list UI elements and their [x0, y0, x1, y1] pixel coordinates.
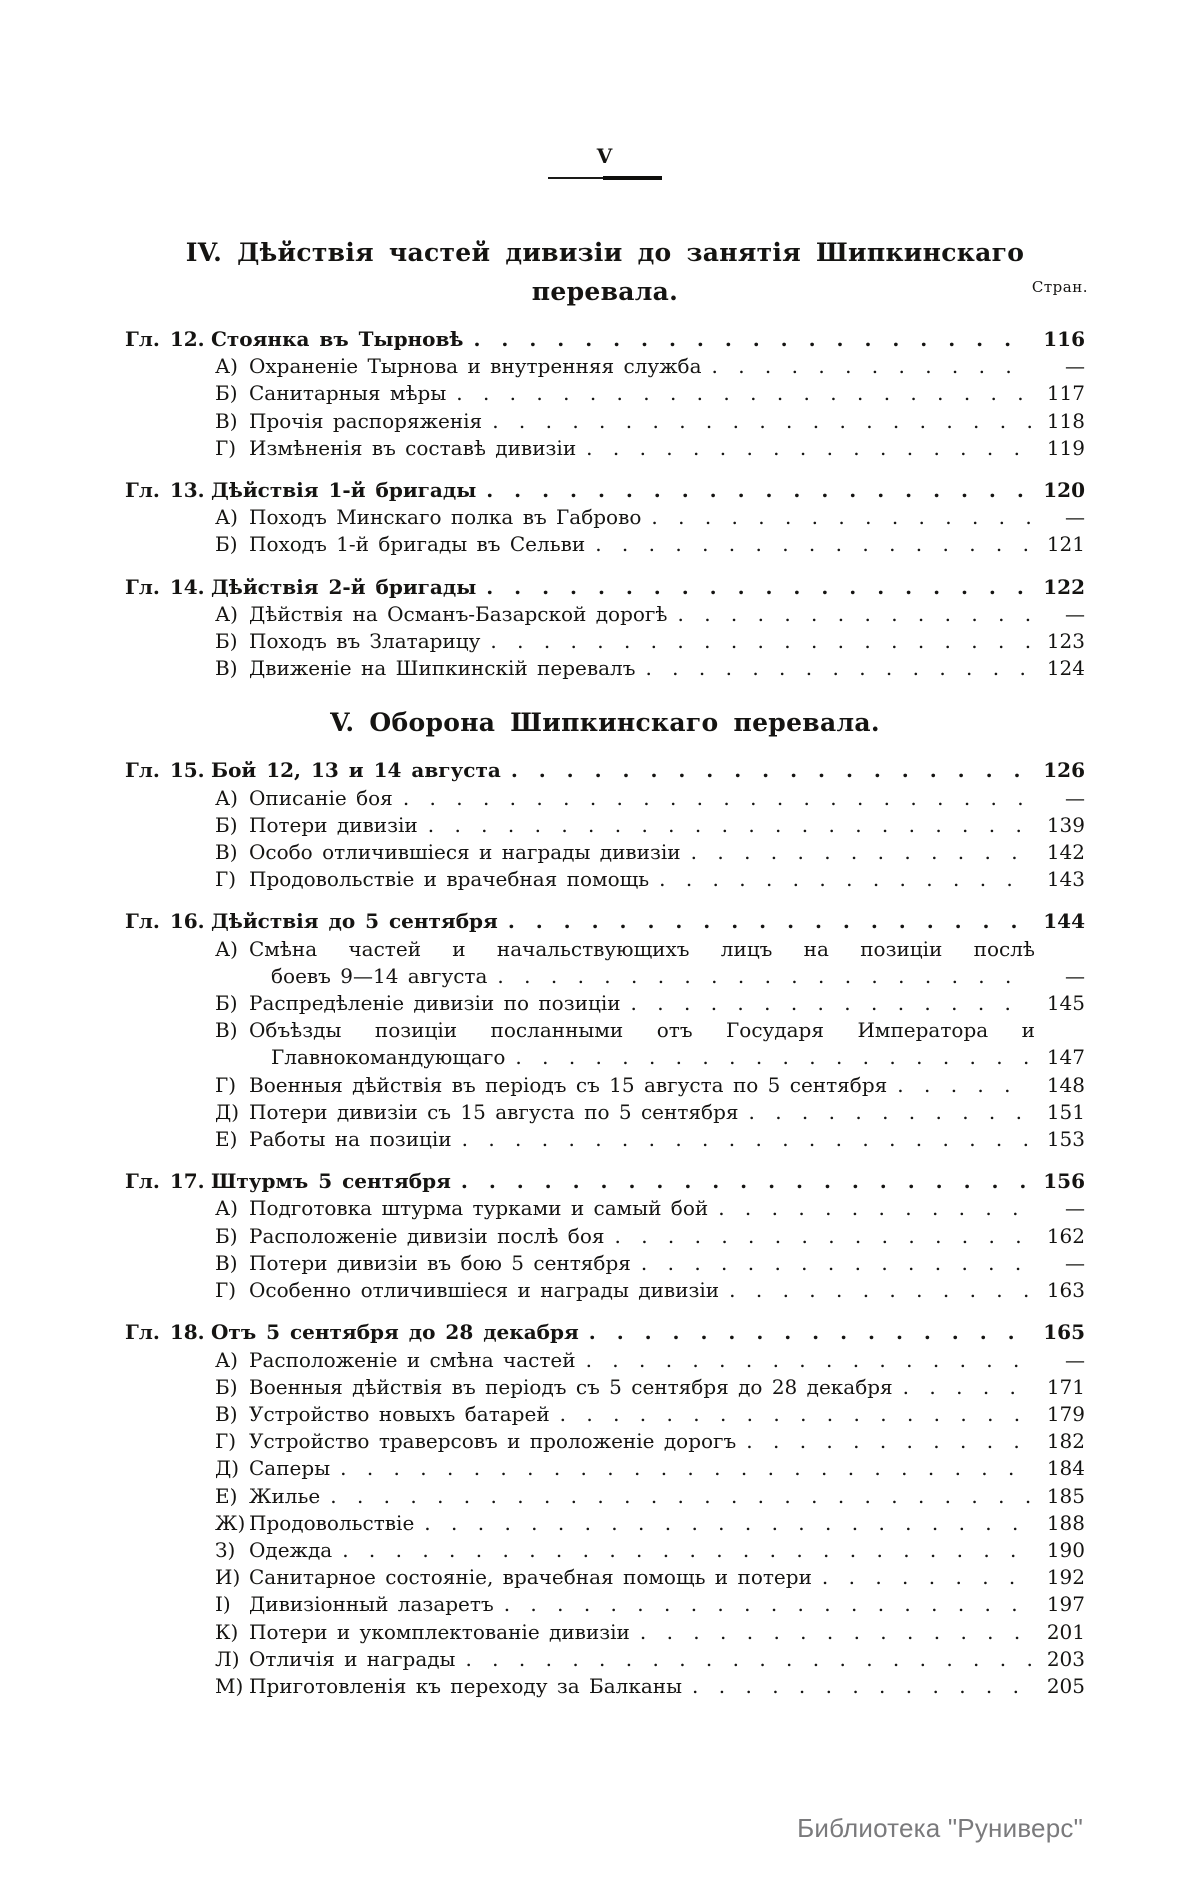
entry-title: Штурмъ 5 сентября	[211, 1169, 451, 1194]
dot-leader	[749, 1099, 1032, 1126]
entry-letter: Г)	[215, 867, 237, 892]
entry-title: Дивизіонный лазаретъ	[249, 1592, 494, 1617]
entry-page-number: 203	[1046, 1646, 1085, 1671]
entry-letter: Б)	[215, 1223, 238, 1248]
dot-leader	[586, 1347, 1031, 1374]
entry-letter: В)	[215, 656, 238, 681]
chapter-label: Гл. 13.	[125, 478, 205, 503]
entry-title: Устройство траверсовъ и проложеніе дорогъ	[249, 1429, 737, 1454]
dot-leader	[729, 1277, 1031, 1304]
entry-page-number: 144	[1043, 909, 1085, 934]
dot-leader	[595, 531, 1031, 558]
dot-leader	[504, 1591, 1031, 1618]
entry-page-number: 143	[1046, 867, 1085, 892]
toc-entry-row	[125, 1564, 1085, 1591]
toc-chapter-row	[125, 1168, 1085, 1195]
toc-entry-row	[125, 785, 1085, 812]
toc-entry-row	[125, 1223, 1085, 1250]
dot-leader	[903, 1374, 1031, 1401]
section-heading	[125, 233, 1088, 311]
entry-page-number: 120	[1043, 478, 1085, 503]
toc-entry-row	[125, 1537, 1085, 1564]
entry-letter: Л)	[215, 1646, 240, 1671]
page-column-header: Стран.	[1031, 278, 1088, 296]
entry-title: Дѣйствія на Османъ-Базарской дорогѣ	[249, 601, 668, 626]
toc-entry-row	[125, 655, 1085, 682]
entry-title: Походъ въ Златарицу	[249, 629, 481, 654]
entry-title: Дѣйствія 1-й бригады	[211, 478, 477, 503]
entry-title: Особо отличившіеся и награды дивизіи	[249, 840, 681, 865]
entry-letter: Д)	[215, 1456, 240, 1481]
entry-title: Походъ 1-й бригады въ Сельви	[249, 532, 586, 557]
entry-page-number: 184	[1046, 1456, 1085, 1481]
entry-page-number: 139	[1046, 812, 1085, 837]
toc-entry-row	[125, 1591, 1085, 1618]
entry-title: Распредѣленіе дивизіи по позиціи	[249, 991, 621, 1016]
entry-page-number: 188	[1046, 1510, 1085, 1535]
dot-leader	[462, 1126, 1031, 1153]
dot-leader	[424, 1510, 1031, 1537]
entry-title: Продовольствіе и врачебная помощь	[249, 867, 650, 892]
entry-title: Потери и укомплектованіе дивизіи	[249, 1619, 630, 1644]
entry-page-number: 119	[1046, 435, 1085, 460]
entry-letter: Г)	[215, 1278, 237, 1303]
dot-leader	[631, 990, 1031, 1017]
entry-page-number: —	[1065, 505, 1085, 530]
entry-page-number: 201	[1046, 1619, 1085, 1644]
entry-page-number: 123	[1046, 629, 1085, 654]
table-of-contents	[125, 233, 1088, 1700]
toc-entry-row	[125, 812, 1085, 839]
dot-leader	[340, 1455, 1031, 1482]
toc-entry-row	[125, 963, 1085, 990]
toc-entry-row	[125, 1017, 1085, 1044]
entry-title: Объѣзды позиціи посланными отъ Государя Императора и	[249, 1018, 1035, 1043]
entry-title: Расположеніе и смѣна частей	[249, 1347, 576, 1372]
entry-page-number: 116	[1043, 327, 1085, 351]
entry-page-number: 153	[1046, 1127, 1085, 1152]
dot-leader	[677, 601, 1031, 628]
entry-letter: Б)	[215, 1374, 238, 1399]
dot-leader	[614, 1223, 1031, 1250]
toc-entry-row	[125, 1099, 1085, 1126]
toc-entry-row	[125, 936, 1085, 963]
dot-leader	[645, 655, 1031, 682]
dot-leader	[465, 1646, 1031, 1673]
entry-letter: А)	[215, 601, 238, 626]
entry-letter: В)	[215, 1018, 238, 1043]
entry-title: Потери дивизіи въ бою 5 сентября	[249, 1250, 631, 1275]
toc-chapter-row	[125, 574, 1085, 601]
toc-chapter-row	[125, 326, 1085, 353]
dot-leader	[692, 1673, 1031, 1700]
entry-page-number: 156	[1043, 1169, 1085, 1194]
toc-entry-row	[125, 1510, 1085, 1537]
entry-letter: Г)	[215, 1072, 237, 1097]
entry-letter: А)	[215, 1196, 238, 1221]
toc-entry-row	[125, 1646, 1085, 1673]
entry-page-number: 205	[1046, 1673, 1085, 1698]
entry-page-number: —	[1065, 1196, 1085, 1221]
entry-title: Походъ Минскаго полка въ Габрово	[249, 505, 642, 530]
dot-leader	[712, 353, 1032, 380]
toc-entry-row	[125, 1455, 1085, 1482]
entry-title: Главнокомандующаго	[271, 1045, 506, 1070]
entry-letter: В)	[215, 1250, 238, 1275]
toc-entry-row	[125, 628, 1085, 655]
entry-page-number: 145	[1046, 991, 1085, 1016]
toc-entry-row	[125, 353, 1085, 380]
entry-title: Военныя дѣйствія въ періодъ съ 5 сентября до 28 декабря	[249, 1374, 893, 1399]
toc-entry-row	[125, 1673, 1085, 1700]
toc-entry-row	[125, 1250, 1085, 1277]
entry-page-number: 163	[1046, 1278, 1085, 1303]
dot-leader	[746, 1428, 1031, 1455]
entry-title: Одежда	[249, 1537, 333, 1562]
entry-letter: А)	[215, 936, 238, 961]
entry-page-number: 122	[1043, 574, 1085, 599]
entry-letter: Е)	[215, 1127, 238, 1152]
entry-page-number: 151	[1046, 1099, 1085, 1124]
dot-leader	[718, 1195, 1031, 1222]
dot-leader	[497, 963, 1031, 990]
entry-letter: Г)	[215, 1429, 237, 1454]
dot-leader	[515, 1044, 1031, 1071]
entry-letter: А)	[215, 354, 238, 379]
dot-leader	[342, 1537, 1031, 1564]
entry-title: Измѣненія въ составѣ дивизіи	[249, 435, 577, 460]
entry-title: Расположеніе дивизіи послѣ боя	[249, 1223, 605, 1248]
entry-letter: М)	[215, 1673, 244, 1698]
chapter-label: Гл. 16.	[125, 909, 205, 934]
entry-page-number: 179	[1046, 1401, 1085, 1426]
dot-leader	[641, 1250, 1031, 1277]
toc-entry-row	[125, 1347, 1085, 1374]
entry-page-number: 185	[1046, 1483, 1085, 1508]
entry-page-number: 117	[1046, 381, 1085, 406]
dot-leader	[486, 574, 1031, 601]
entry-page-number: —	[1065, 785, 1085, 810]
toc-entry-row	[125, 1044, 1085, 1071]
entry-title: Охраненіе Тырнова и внутренняя служба	[249, 354, 702, 379]
entry-page-number: 162	[1046, 1223, 1085, 1248]
dot-leader	[589, 1319, 1031, 1346]
entry-title: Приготовленія къ переходу за Балканы	[249, 1673, 683, 1698]
dot-leader	[486, 477, 1031, 504]
toc-chapter-row	[125, 757, 1085, 784]
toc-entry-row	[125, 1072, 1085, 1099]
toc-entry-row	[125, 380, 1085, 407]
entry-letter: Д)	[215, 1099, 240, 1124]
toc-entry-row	[125, 1619, 1085, 1646]
entry-letter: Б)	[215, 629, 238, 654]
entry-letter: А)	[215, 785, 238, 810]
toc-entry-row	[125, 504, 1085, 531]
entry-letter: И)	[215, 1565, 241, 1590]
entry-title: Дѣйствія 2-й бригады	[211, 574, 477, 599]
dot-leader	[897, 1072, 1031, 1099]
entry-title: Устройство новыхъ батарей	[249, 1401, 550, 1426]
entry-title: Особенно отличившіеся и награды дивизіи	[249, 1278, 720, 1303]
entry-title: Прочія распоряженія	[249, 408, 483, 433]
entry-title: Санитарныя мѣры	[249, 381, 447, 406]
entry-letter: В)	[215, 840, 238, 865]
dot-leader	[330, 1483, 1031, 1510]
page-number: V	[596, 144, 614, 168]
entry-letter: Е)	[215, 1483, 238, 1508]
toc-entry-row	[125, 1277, 1085, 1304]
entry-letter: К)	[215, 1619, 239, 1644]
entry-page-number: 126	[1043, 758, 1085, 783]
entry-title: Стоянка въ Тырновѣ	[211, 327, 464, 351]
toc-entry-row	[125, 408, 1085, 435]
dot-leader	[822, 1564, 1031, 1591]
toc-entry-row	[125, 531, 1085, 558]
entry-title: Работы на позиціи	[249, 1127, 452, 1152]
entry-letter: В)	[215, 408, 238, 433]
entry-letter: А)	[215, 1347, 238, 1372]
entry-title: Жилье	[249, 1483, 321, 1508]
entry-letter: Ж)	[215, 1510, 246, 1535]
toc-chapter-row	[125, 477, 1085, 504]
chapter-label: Гл. 12.	[125, 327, 205, 351]
entry-title: Дѣйствія до 5 сентября	[211, 909, 498, 934]
toc-entry-row	[125, 1428, 1085, 1455]
toc-entry-row	[125, 1401, 1085, 1428]
entry-letter: З)	[215, 1537, 236, 1562]
dot-leader	[473, 326, 1031, 353]
section-title-line: перевала.	[531, 277, 679, 306]
entry-page-number: 124	[1046, 656, 1085, 681]
dot-leader	[651, 504, 1031, 531]
entry-title: Потери дивизіи съ 15 августа по 5 сентября	[249, 1099, 739, 1124]
dot-leader	[560, 1401, 1031, 1428]
entry-title: Продовольствіе	[249, 1510, 415, 1535]
entry-page-number: 197	[1046, 1592, 1085, 1617]
dot-leader	[492, 408, 1031, 435]
toc-entry-row	[125, 1374, 1085, 1401]
folio-rule	[548, 177, 662, 179]
entry-page-number: —	[1065, 601, 1085, 626]
entry-page-number: —	[1065, 963, 1085, 988]
entry-page-number: —	[1065, 354, 1085, 379]
entry-title: Саперы	[249, 1456, 331, 1481]
chapter-label: Гл. 14.	[125, 574, 205, 599]
entry-letter: І)	[215, 1592, 231, 1617]
toc-entry-row	[125, 601, 1085, 628]
toc-entry-row	[125, 990, 1085, 1017]
entry-letter: Б)	[215, 532, 238, 557]
dot-leader	[691, 839, 1031, 866]
entry-title: Бой 12, 13 и 14 августа	[211, 758, 501, 783]
toc-entry-row	[125, 866, 1085, 893]
dot-leader	[659, 866, 1031, 893]
chapter-label: Гл. 18.	[125, 1320, 205, 1345]
dot-leader	[490, 628, 1031, 655]
entry-page-number: —	[1065, 1250, 1085, 1275]
entry-letter: Б)	[215, 812, 238, 837]
section-heading	[125, 703, 1085, 742]
dot-leader	[508, 908, 1031, 935]
entry-page-number: 171	[1046, 1374, 1085, 1399]
entry-letter: Г)	[215, 435, 237, 460]
entry-page-number: 142	[1046, 840, 1085, 865]
toc-entry-row	[125, 435, 1085, 462]
dot-leader	[428, 812, 1031, 839]
dot-leader	[403, 785, 1031, 812]
entry-page-number: 190	[1046, 1537, 1085, 1562]
dot-leader	[586, 435, 1031, 462]
entry-page-number: 147	[1046, 1045, 1085, 1070]
entry-page-number: 148	[1046, 1072, 1085, 1097]
entry-title: Смѣна частей и начальствующихъ лицъ на позиціи послѣ	[249, 936, 1035, 961]
chapter-label: Гл. 15.	[125, 758, 205, 783]
entry-title: Санитарное состояніе, врачебная помощь и потери	[249, 1565, 812, 1590]
entry-page-number: 118	[1046, 408, 1085, 433]
entry-page-number: 121	[1046, 532, 1085, 557]
entry-title: Подготовка штурма турками и самый бой	[249, 1196, 709, 1221]
entry-title: Отъ 5 сентября до 28 декабря	[211, 1320, 579, 1345]
entry-letter: Б)	[215, 381, 238, 406]
chapter-label: Гл. 17.	[125, 1169, 205, 1194]
dot-leader	[640, 1619, 1031, 1646]
section-title-line: IV. Дѣйствія частей дивизіи до занятія Шипкинскаго	[185, 238, 1025, 267]
entry-page-number: —	[1065, 1347, 1085, 1372]
toc-entry-row	[125, 1195, 1085, 1222]
entry-title: боевъ 9—14 августа	[271, 963, 488, 988]
entry-page-number: 192	[1046, 1565, 1085, 1590]
toc-chapter-row	[125, 1319, 1085, 1346]
dot-leader	[511, 757, 1031, 784]
toc-entry-row	[125, 839, 1085, 866]
entry-letter: Б)	[215, 991, 238, 1016]
section-title-line: V. Оборона Шипкинскаго перевала.	[330, 708, 880, 738]
toc-chapter-row	[125, 908, 1085, 935]
dot-leader	[461, 1168, 1031, 1195]
entry-title: Потери дивизіи	[249, 812, 418, 837]
entry-page-number: 165	[1043, 1320, 1085, 1345]
entry-title: Военныя дѣйствія въ періодъ съ 15 августа по 5 сентября	[249, 1072, 888, 1097]
entry-letter: А)	[215, 505, 238, 530]
entry-title: Описаніе боя	[249, 785, 393, 810]
toc-entry-row	[125, 1126, 1085, 1153]
folio-block	[125, 144, 1085, 179]
entry-letter: В)	[215, 1401, 238, 1426]
library-watermark: Библиотека "Руниверс"	[797, 1813, 1083, 1843]
entry-title: Отличія и награды	[249, 1646, 456, 1671]
entry-title: Движеніе на Шипкинскій перевалъ	[249, 656, 636, 681]
dot-leader	[456, 380, 1031, 407]
entry-page-number: 182	[1046, 1429, 1085, 1454]
toc-entry-row	[125, 1483, 1085, 1510]
